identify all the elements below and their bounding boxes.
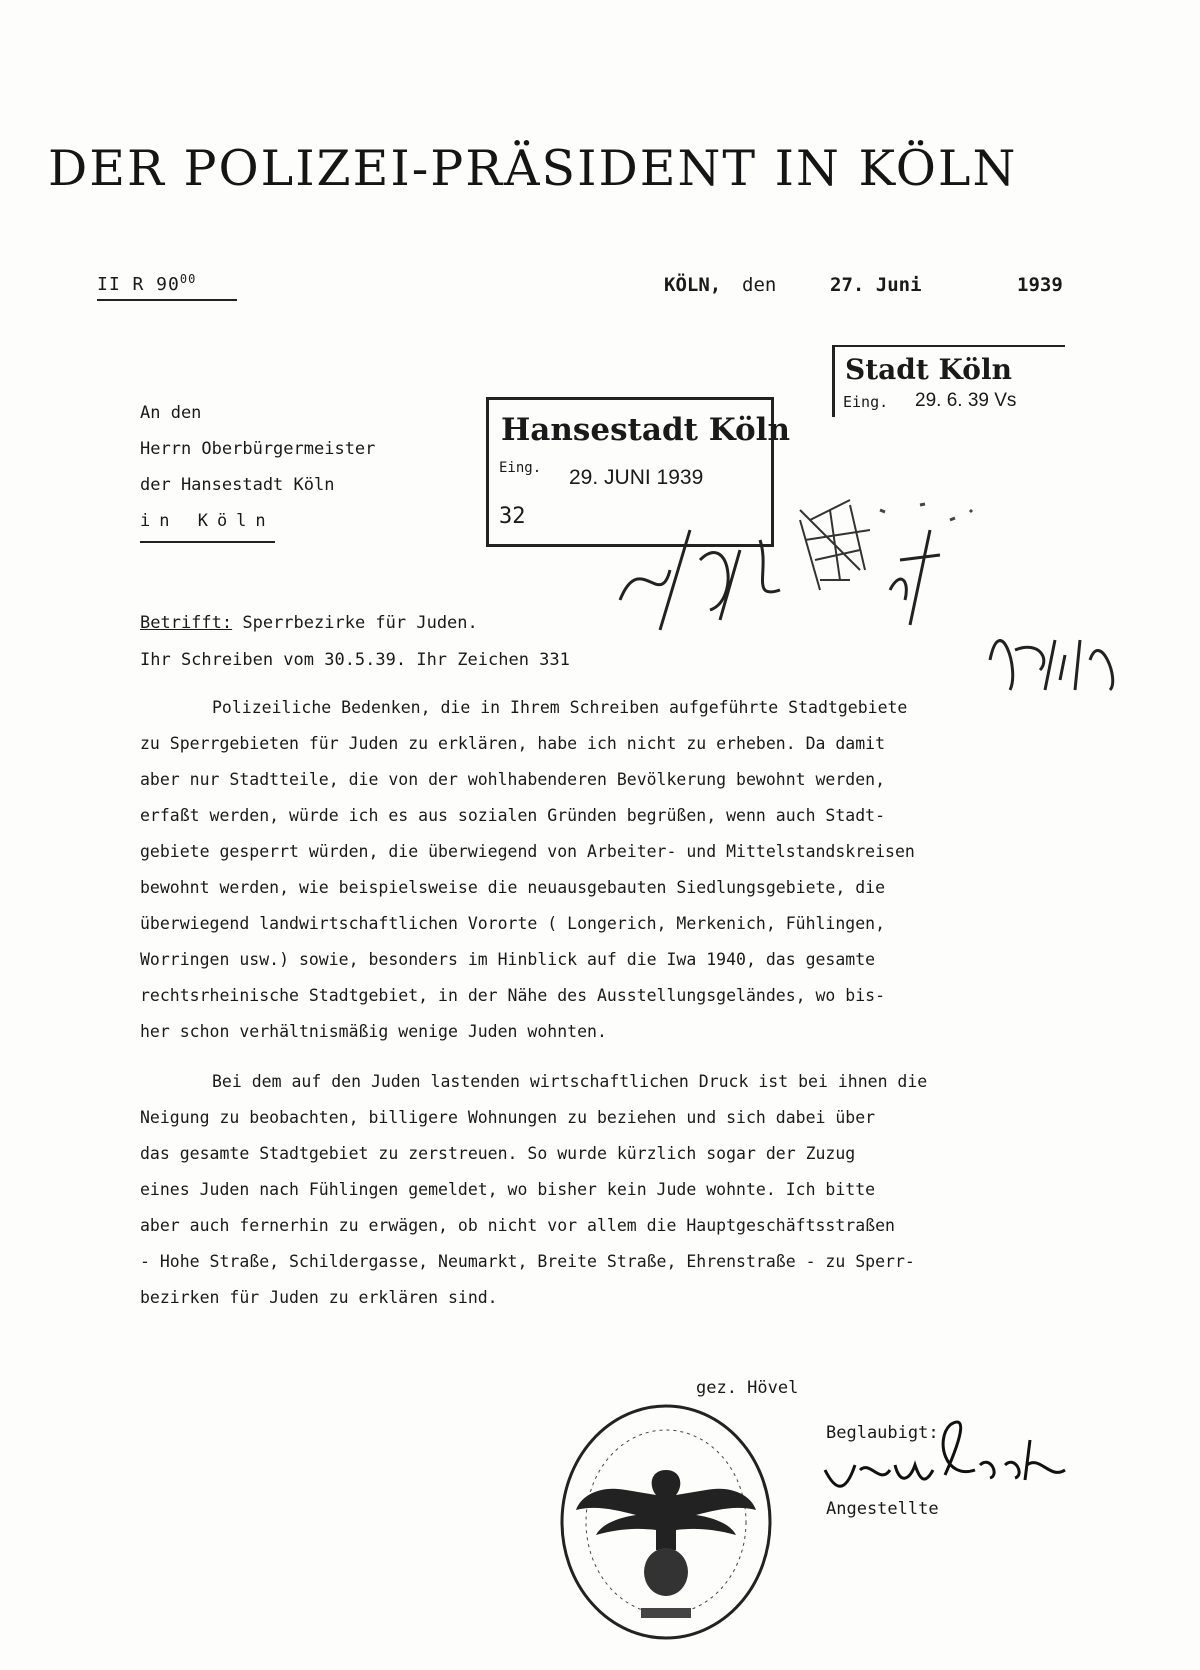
- body-line: eines Juden nach Fühlingen gemeldet, wo bisher kein Jude wohnte. Ich bitte: [140, 1180, 876, 1199]
- certified-label: Beglaubigt:: [826, 1423, 939, 1443]
- body-line: bewohnt werden, wie beispielsweise die neuausgebauten Siedlungsgebiete, die: [140, 878, 886, 897]
- address-line-2: Herrn Oberbürgermeister: [140, 439, 376, 459]
- body-line: Neigung zu beobachten, billigere Wohnungen zu beziehen und sich dabei über: [140, 1108, 876, 1127]
- letter-body: [140, 690, 1140, 1316]
- dateline-place: KÖLN,: [664, 274, 722, 296]
- body-line: - Hohe Straße, Schildergasse, Neumarkt, Breite Straße, Ehrenstraße - zu Sperr-: [140, 1252, 915, 1271]
- subject-reference: Ihr Schreiben vom 30.5.39. Ihr Zeichen 331: [140, 650, 570, 670]
- body-line: bezirken für Juden zu erklären sind.: [140, 1288, 498, 1307]
- second-stamp-date: 29. 6. 39 Vs: [915, 390, 1017, 411]
- body-line: gebiete gesperrt würden, die überwiegend von Arbeiter- und Mittelstandskreisen: [140, 842, 915, 861]
- police-seal-emblem: [556, 1400, 776, 1645]
- body-line: Worringen usw.) sowie, besonders im Hinblick auf die Iwa 1940, das gesamte: [140, 950, 876, 969]
- recipient-address: [140, 395, 375, 543]
- second-stamp-eing: Eing.: [843, 393, 889, 411]
- reference-code: [97, 272, 237, 301]
- dateline-day: 27. Juni: [830, 274, 922, 296]
- signed-by: gez. Hövel: [696, 1378, 799, 1398]
- address-line-4: in Köln: [140, 503, 275, 543]
- received-stamp-date: 29. JUNI 1939: [569, 466, 704, 489]
- address-line-1: An den: [140, 403, 202, 423]
- received-stamp-eing: Eing.: [499, 460, 542, 476]
- body-line: zu Sperrgebieten für Juden zu erklären, habe ich nicht zu erheben. Da damit: [140, 734, 886, 753]
- received-stamp-title: Hansestadt Köln: [501, 412, 790, 448]
- subject-text: Sperrbezirke für Juden.: [232, 613, 478, 633]
- dateline-year: 1939: [1017, 274, 1063, 296]
- subject-label: Betrifft:: [140, 613, 233, 633]
- handwritten-initials: [980, 600, 1140, 700]
- subject-block: [140, 605, 570, 679]
- body-line: Bei dem auf den Juden lastenden wirtschaftlichen Druck ist bei ihnen die: [212, 1072, 928, 1091]
- handwritten-signature: [815, 1410, 1075, 1520]
- body-line: her schon verhältnismäßig wenige Juden wohnten.: [140, 1022, 607, 1041]
- letterhead-title: DER POLIZEI-PRÄSIDENT IN KÖLN: [48, 140, 1018, 197]
- body-line: überwiegend landwirtschaftlichen Vororte ( Longerich, Merkenich, Fühlingen,: [140, 914, 886, 933]
- received-stamp-number: 32: [499, 504, 526, 529]
- body-line: das gesamte Stadtgebiet zu zerstreuen. So wurde kürzlich sogar der Zuzug: [140, 1144, 856, 1163]
- signer-title: Angestellte: [826, 1499, 939, 1519]
- paragraph-gap: [140, 1050, 1140, 1064]
- body-line: Polizeiliche Bedenken, die in Ihrem Schreiben aufgeführte Stadtgebiete: [212, 698, 908, 717]
- reference-code-suffix: 00: [179, 272, 197, 286]
- dateline-separator: den: [742, 274, 777, 296]
- reference-code-text: II R 90: [97, 274, 180, 295]
- second-stamp-title: Stadt Köln: [845, 353, 1012, 386]
- address-line-3: der Hansestadt Köln: [140, 475, 335, 495]
- body-line: erfaßt werden, würde ich es aus sozialen Gründen begrüßen, wenn auch Stadt-: [140, 806, 886, 825]
- body-line: rechtsrheinische Stadtgebiet, in der Nähe des Ausstellungsgeländes, wo bis-: [140, 986, 886, 1005]
- body-line: aber nur Stadtteile, die von der wohlhabenderen Bevölkerung bewohnt werden,: [140, 770, 886, 789]
- body-line: aber auch fernerhin zu erwägen, ob nicht vor allem die Hauptgeschäftsstraßen: [140, 1216, 895, 1235]
- second-stamp: [832, 345, 1065, 417]
- handwritten-scribble: [600, 490, 1020, 640]
